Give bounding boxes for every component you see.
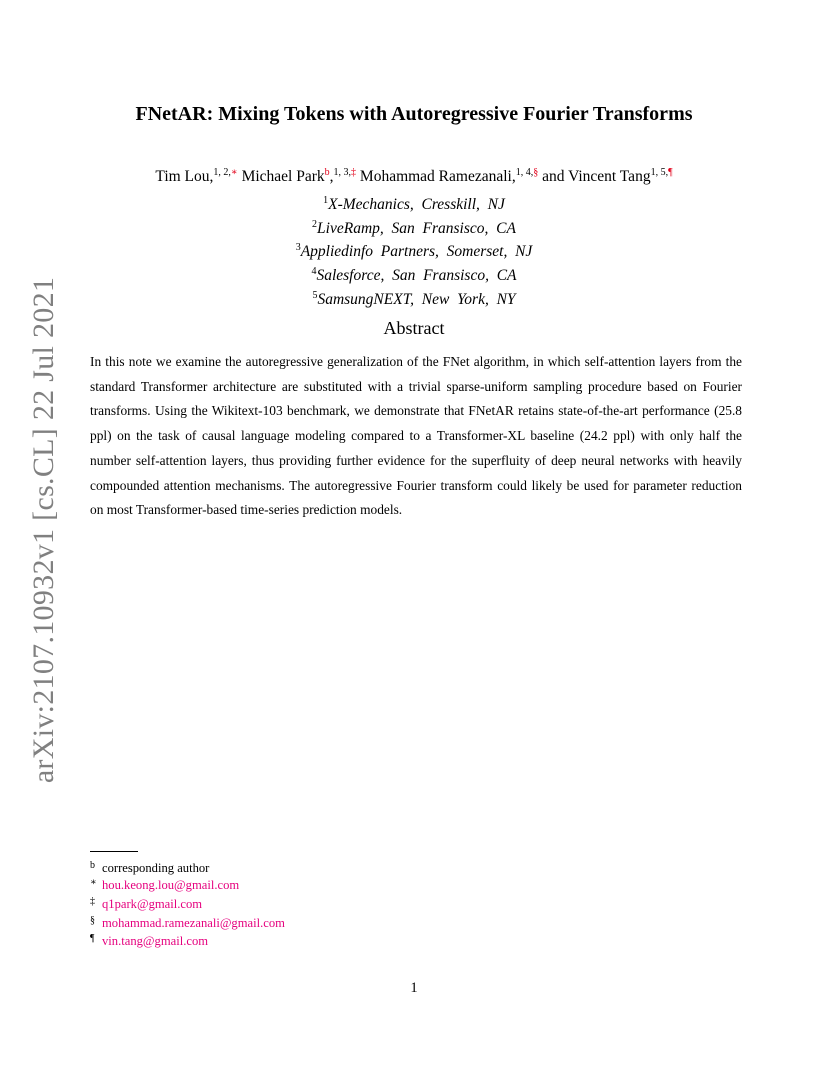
- footnote-mark: ∗: [90, 877, 97, 888]
- footnote-item: [90, 933, 208, 949]
- footnote-mark: ¶: [90, 933, 95, 944]
- footnote-text: corresponding author: [102, 861, 210, 875]
- email-link[interactable]: vin.tang@gmail.com: [102, 934, 209, 948]
- footnote-link[interactable]: §: [533, 167, 539, 178]
- footnote-mark: ‡: [90, 896, 95, 907]
- author-affiliation-mark: 1, 3,‡: [333, 167, 357, 178]
- paper-title: FNetAR: Mixing Tokens with Autoregressive Fourier Transforms: [135, 103, 693, 125]
- author-name: Tim Lou,: [155, 168, 214, 185]
- footnote-item: [90, 877, 239, 893]
- email-link[interactable]: mohammad.ramezanali@gmail.com: [102, 916, 285, 930]
- affiliation-line: $^5$SamsungNEXT, New York, NY: [312, 290, 516, 308]
- arxiv-identifier-stamp[interactable]: arXiv:2107.10932v1 [cs.CL] 22 Jul 2021: [27, 276, 60, 784]
- author-affiliation-mark: 1, 2,∗: [213, 167, 238, 178]
- abstract-heading: Abstract: [383, 318, 445, 338]
- footnote-link[interactable]: ¶: [668, 167, 673, 178]
- affiliation-line: $^4$Salesforce, San Fransisco, CA: [311, 266, 517, 284]
- author-name: Mohammad Ramezanali,: [359, 168, 516, 185]
- author-affiliation-mark: 1, 4,§: [515, 167, 539, 178]
- author-list: Tim Lou,$^{1, 2,∗}$ Michael Park$^b$,$^{1, 3,\ddagger}$ Mohammad Ramezanali,$^{1, 4,\S}$ and Vincent Tang$^{1, 5,\P}$: [155, 167, 673, 185]
- affiliation-line: $^1$X-Mechanics, Cresskill, NJ: [323, 195, 505, 213]
- footnote-mark: §: [90, 915, 95, 926]
- footnote-mark: b: [90, 860, 95, 871]
- footnote-item: [90, 896, 202, 912]
- footnote-item: [90, 860, 209, 876]
- footnote-separator: [90, 851, 138, 852]
- author-affiliation-mark: 1, 5,¶: [650, 167, 673, 178]
- author-name: Michael Park: [241, 168, 325, 185]
- footnote-link[interactable]: ‡: [351, 167, 357, 178]
- abstract-text: In this note we examine the autoregressive generalization of the FNet algorithm, in which self-attention layers from the standard Transformer architecture are substituted with a trivial sparse-uniform sampling procedure based on Fourier transforms. Using the Wikitext-103 benchmark, we demonstrate that FNetAR retains state-of-the-art performance (25.8 ppl) on the task of causal language modeling compared to a Transformer-XL baseline (24.2 ppl) with only half the number self-attention layers, thus providing further evidence for the superfluity of deep neural networks with heavily compounded attention mechanisms. The autoregressive Fourier transform could likely be used for parameter reduction on most Transformer-based time-series prediction models.: [90, 354, 742, 518]
- email-link[interactable]: hou.keong.lou@gmail.com: [102, 878, 240, 892]
- affiliation-line: $^2$LiveRamp, San Fransisco, CA: [312, 219, 516, 237]
- footnote-item: [90, 915, 285, 931]
- author-name: and Vincent Tang: [542, 168, 651, 185]
- footnote-link[interactable]: b: [324, 167, 330, 178]
- affiliation-line: $^3$Appliedinfo Partners, Somerset, NJ: [295, 242, 533, 260]
- footnote-link[interactable]: ∗: [230, 167, 238, 178]
- page-number: 1: [410, 980, 418, 996]
- email-link[interactable]: q1park@gmail.com: [102, 897, 203, 911]
